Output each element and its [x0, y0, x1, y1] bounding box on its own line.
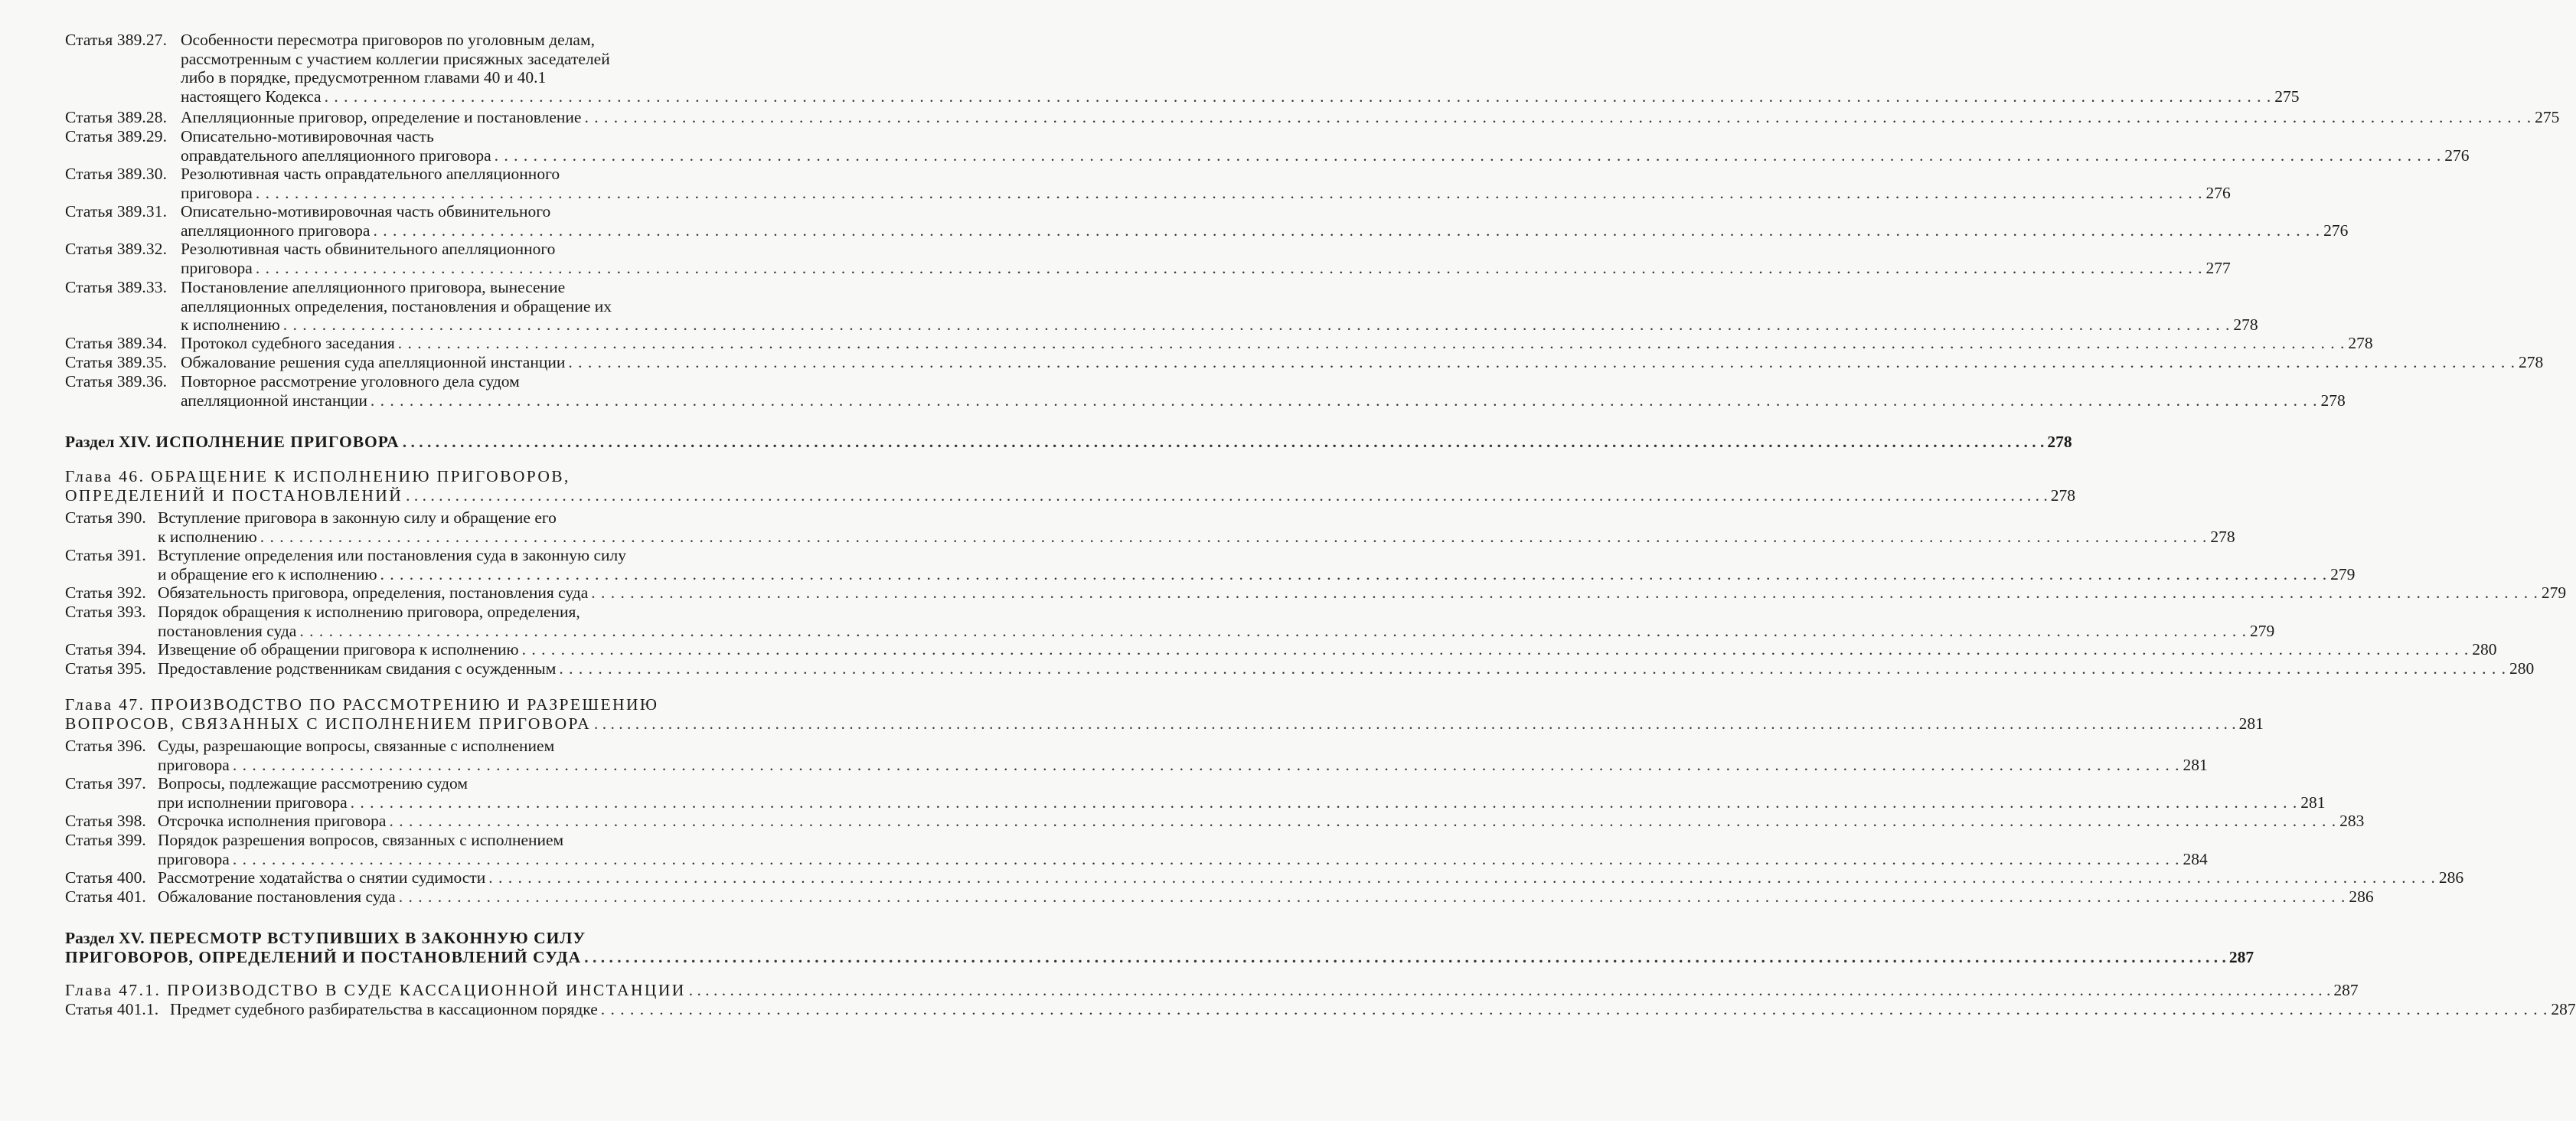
page-number: 278 — [2518, 353, 2544, 371]
title-line: приговора — [158, 755, 230, 774]
article-title — [181, 372, 2346, 410]
section-label: Раздел XIV. — [65, 433, 152, 451]
article-title — [181, 240, 2231, 277]
dot-leader: . . . . . . . . . . . . . . . . . . . . . . . . . . . . . . . . . . . . . . . . . . . . . . . . . . . . . . . . . . . . . . . . . . . . . . . . . . . . . . . . . . . . . . . . . . . . . . . . . . . . . . . . . . . . . . . . . . . . . . . . . . . . . . . . . . . . . . . . . . . . . . . . . . . . . . . . . . . . . . . . . . . . . . . . . . . . . . . . . . . . . . . . . . . . . . . . . . . . . . . . — [299, 621, 2247, 640]
title-line: Вступление приговора в законную силу и обращение его — [158, 508, 557, 527]
article-title — [158, 583, 2567, 603]
article-number: Статья 400. — [65, 868, 146, 887]
page-number: 281 — [2238, 714, 2264, 733]
dot-leader: . . . . . . . . . . . . . . . . . . . . . . . . . . . . . . . . . . . . . . . . . . . . . . . . . . . . . . . . . . . . . . . . . . . . . . . . . . . . . . . . . . . . . . . . . . . . . . . . . . . . . . . . . . . . . . . . . . . . . . . . . . . . . . . . . . . . . . . . . . . . . . . . . . . . . . . . . . . . . . . . . . . . . . . . . . . . . . . . . . . . . . . . . . . . . . . . . . . . . . . . — [494, 145, 2442, 165]
title-line: и обращение его к исполнению — [158, 564, 377, 583]
page-number: 279 — [2330, 564, 2356, 583]
page-number: 276 — [2444, 145, 2470, 165]
article-number: Статья 396. — [65, 737, 146, 755]
article-number: Статья 389.33. — [65, 278, 168, 296]
page-number: 280 — [2472, 640, 2497, 659]
article-number: Статья 401. — [65, 887, 146, 906]
article-number: Статья 394. — [65, 640, 146, 659]
dot-leader: . . . . . . . . . . . . . . . . . . . . . . . . . . . . . . . . . . . . . . . . . . . . . . . . . . . . . . . . . . . . . . . . . . . . . . . . . . . . . . . . . . . . . . . . . . . . . . . . . . . . . . . . . . . . . . . . . . . . . . . . . . . . . . . . . . . . . . . . . . . . . . . . . . . . . . . . . . . . . . . . . . . . . . . . . . . . . . . . . . . . . . . . . . . . . . . . . . . . . . . . — [380, 564, 2328, 583]
article-title — [181, 108, 2560, 127]
article-title — [181, 202, 2349, 240]
chapter-title-line: ОПРЕДЕЛЕНИЙ И ПОСТАНОВЛЕНИЙ — [65, 485, 403, 505]
title-line: Рассмотрение ходатайства о снятии судимости — [158, 868, 486, 887]
dot-leader: . . . . . . . . . . . . . . . . . . . . . . . . . . . . . . . . . . . . . . . . . . . . . . . . . . . . . . . . . . . . . . . . . . . . . . . . . . . . . . . . . . . . . . . . . . . . . . . . . . . . . . . . . . . . . . . . . . . . . . . . . . . . . . . . . . . . . . . . . . . . . . . . . . . . . . . . . . . . . . . . . . . . . . . . . . . . . . . . . . . . . . . . . . . . . . . . . . . . . . . . — [584, 108, 2532, 126]
page-number: 275 — [2274, 87, 2300, 106]
page-number: 286 — [2349, 887, 2374, 906]
title-line: при исполнении приговора — [158, 793, 348, 812]
dot-leader: . . . . . . . . . . . . . . . . . . . . . . . . . . . . . . . . . . . . . . . . . . . . . . . . . . . . . . . . . . . . . . . . . . . . . . . . . . . . . . . . . . . . . . . . . . . . . . . . . . . . . . . . . . . . . . . . . . . . . . . . . . . . . . . . . . . . . . . . . . . . . . . . . . . . . . . . . . . . . . . . . . . . . . . . . . . . . . . . . . . . . . . . . . . . . . . . . . . . . . . . — [282, 315, 2231, 334]
page-number: 287 — [2228, 947, 2254, 966]
page-number: 278 — [2320, 391, 2346, 410]
article-title — [181, 127, 2470, 165]
article-title — [170, 1000, 2576, 1019]
dot-leader: . . . . . . . . . . . . . . . . . . . . . . . . . . . . . . . . . . . . . . . . . . . . . . . . . . . . . . . . . . . . . . . . . . . . . . . . . . . . . . . . . . . . . . . . . . . . . . . . . . . . . . . . . . . . . . . . . . . . . . . . . . . . . . . . . . . . . . . . . . . . . . . . . . . . . . . . . . . . . . . . . . . . . . . . . . . . . . . . . . . . . . . . . . . . . . . . . . . . . . . . — [488, 868, 2436, 887]
article-number: Статья 397. — [65, 774, 146, 793]
toc-entry-section[interactable] — [65, 433, 2072, 452]
dot-leader: . . . . . . . . . . . . . . . . . . . . . . . . . . . . . . . . . . . . . . . . . . . . . . . . . . . . . . . . . . . . . . . . . . . . . . . . . . . . . . . . . . . . . . . . . . . . . . . . . . . . . . . . . . . . . . . . . . . . . . . . . . . . . . . . . . . . . . . . . . . . . . . . . . . . . . . . . . . . . . . . . . . . . . . . . . . . . . . . . . . . . . . . . . . . . . . . . . . . . . . . — [398, 887, 2346, 906]
dot-leader: . . . . . . . . . . . . . . . . . . . . . . . . . . . . . . . . . . . . . . . . . . . . . . . . . . . . . . . . . . . . . . . . . . . . . . . . . . . . . . . . . . . . . . . . . . . . . . . . . . . . . . . . . . . . . . . . . . . . . . . . . . . . . . . . . . . . . . . . . . . . . . . . . . . . . . . . . . . . . . . . . . . . . . . . . . . . . . . . . . . . . . . . . . . . . . . . . . . . . . . . — [370, 391, 2318, 410]
dot-leader: . . . . . . . . . . . . . . . . . . . . . . . . . . . . . . . . . . . . . . . . . . . . . . . . . . . . . . . . . . . . . . . . . . . . . . . . . . . . . . . . . . . . . . . . . . . . . . . . . . . . . . . . . . . . . . . . . . . . . . . . . . . . . . . . . . . . . . . . . . . . . . . . . . . . . . . . . . . . . . . . . . . . . . . . . . . . . . . . . . . . . . . . . . . . . . . . . . . . . . . . — [594, 714, 2236, 733]
title-line: Особенности пересмотра приговоров по уголовным делам, — [181, 31, 595, 49]
article-number: Статья 399. — [65, 831, 146, 849]
dot-leader: . . . . . . . . . . . . . . . . . . . . . . . . . . . . . . . . . . . . . . . . . . . . . . . . . . . . . . . . . . . . . . . . . . . . . . . . . . . . . . . . . . . . . . . . . . . . . . . . . . . . . . . . . . . . . . . . . . . . . . . . . . . . . . . . . . . . . . . . . . . . . . . . . . . . . . . . . . . . . . . . . . . . . . . . . . . . . . . . . . . . . . . . . . . . . . . . . . . . . . . . — [255, 183, 2203, 202]
article-number: Статья 389.34. — [65, 334, 168, 352]
chapter-title-line: ВОПРОСОВ, СВЯЗАННЫХ С ИСПОЛНЕНИЕМ ПРИГОВОРА — [65, 714, 592, 733]
title-line: рассмотренным с участием коллегии присяжных заседателей — [181, 49, 610, 68]
dot-leader: . . . . . . . . . . . . . . . . . . . . . . . . . . . . . . . . . . . . . . . . . . . . . . . . . . . . . . . . . . . . . . . . . . . . . . . . . . . . . . . . . . . . . . . . . . . . . . . . . . . . . . . . . . . . . . . . . . . . . . . . . . . . . . . . . . . . . . . . . . . . . . . . . . . . . . . . . . . . . . . . . . . . . . . . . . . . . . . . . . . . . . . . . . . . . . . . . . . . . . . . — [559, 659, 2506, 678]
title-line: к исполнению — [158, 527, 257, 546]
title-line: оправдательного апелляционного приговора — [181, 145, 491, 165]
title-line: к исполнению — [181, 315, 280, 334]
title-line: приговора — [181, 183, 253, 202]
article-number: Статья 389.30. — [65, 165, 168, 183]
title-line: Суды, разрешающие вопросы, связанные с исполнением — [158, 737, 555, 755]
title-line: Резолютивная часть обвинительного апелляционного — [181, 240, 556, 258]
article-title — [158, 812, 2365, 831]
page-number: 286 — [2438, 868, 2464, 887]
page-number: 278 — [2210, 527, 2235, 546]
article-number: Статья 389.27. — [65, 31, 168, 49]
article-number: Статья 393. — [65, 603, 146, 621]
chapter-label: Глава 47. — [65, 695, 145, 714]
article-title — [158, 831, 2208, 868]
article-number: Статья 395. — [65, 659, 146, 678]
article-title — [158, 659, 2535, 678]
article-number: Статья 389.31. — [65, 202, 168, 221]
title-line: Вопросы, подлежащие рассмотрению судом — [158, 774, 468, 793]
page-number: 280 — [2509, 659, 2535, 678]
dot-leader: . . . . . . . . . . . . . . . . . . . . . . . . . . . . . . . . . . . . . . . . . . . . . . . . . . . . . . . . . . . . . . . . . . . . . . . . . . . . . . . . . . . . . . . . . . . . . . . . . . . . . . . . . . . . . . . . . . . . . . . . . . . . . . . . . . . . . . . . . . . . . . . . . . . . . . . . . . . . . . . . . . . . . . . . . . . . . . . . . . . . . . . . . . . . . . . . . . . . . . . . — [232, 755, 2180, 774]
page-number: 278 — [2233, 315, 2258, 334]
article-number: Статья 389.32. — [65, 240, 168, 258]
title-line: апелляционных определения, постановления и обращение их — [181, 296, 612, 315]
dot-leader: . . . . . . . . . . . . . . . . . . . . . . . . . . . . . . . . . . . . . . . . . . . . . . . . . . . . . . . . . . . . . . . . . . . . . . . . . . . . . . . . . . . . . . . . . . . . . . . . . . . . . . . . . . . . . . . . . . . . . . . . . . . . . . . . . . . . . . . . . . . . . . . . . . . . . . . . . . . . . . . . . . . . . . . . . . . . . . . . . . . . . . . . . . . . . . . . . . . . . . . . — [568, 353, 2516, 371]
title-line: приговора — [181, 258, 253, 277]
dot-leader: . . . . . . . . . . . . . . . . . . . . . . . . . . . . . . . . . . . . . . . . . . . . . . . . . . . . . . . . . . . . . . . . . . . . . . . . . . . . . . . . . . . . . . . . . . . . . . . . . . . . . . . . . . . . . . . . . . . . . . . . . . . . . . . . . . . . . . . . . . . . . . . . . . . . . . . . . . . . . . . . . . . . . . . . . . . . . . . . . . . . . . . . . . . . . . . . . . . . . . . . — [688, 981, 2331, 999]
title-line: приговора — [158, 849, 230, 868]
article-title — [158, 546, 2356, 583]
article-number: Статья 391. — [65, 546, 146, 564]
page-number: 276 — [2323, 221, 2349, 240]
dot-leader: . . . . . . . . . . . . . . . . . . . . . . . . . . . . . . . . . . . . . . . . . . . . . . . . . . . . . . . . . . . . . . . . . . . . . . . . . . . . . . . . . . . . . . . . . . . . . . . . . . . . . . . . . . . . . . . . . . . . . . . . . . . . . . . . . . . . . . . . . . . . . . . . . . . . . . . . . . . . . . . . . . . . . . . . . . . . . . . . . . . . . . . . . . . . . . . . . . . . . . . . — [397, 334, 2346, 352]
toc-entry-section[interactable] — [65, 929, 2254, 966]
article-number: Статья 392. — [65, 583, 146, 602]
article-title — [158, 887, 2374, 907]
page-number: 281 — [2183, 755, 2208, 774]
chapter-title-line: ПРОИЗВОДСТВО В СУДЕ КАССАЦИОННОЙ ИНСТАНЦИИ — [167, 981, 686, 999]
chapter-title-line: ОБРАЩЕНИЕ К ИСПОЛНЕНИЮ ПРИГОВОРОВ, — [151, 467, 570, 485]
chapter-title-line: ПРОИЗВОДСТВО ПО РАССМОТРЕНИЮ И РАЗРЕШЕНИЮ — [151, 695, 659, 714]
page-number: 287 — [2551, 1000, 2576, 1018]
page-number: 275 — [2535, 108, 2560, 126]
page-number: 278 — [2047, 433, 2072, 451]
article-title — [181, 278, 2258, 335]
section-title-line: ИСПОЛНЕНИЕ ПРИГОВОРА — [155, 433, 400, 451]
chapter-label: Глава 47.1. — [65, 981, 162, 999]
title-line: Предоставление родственникам свидания с осужденным — [158, 659, 557, 678]
dot-leader: . . . . . . . . . . . . . . . . . . . . . . . . . . . . . . . . . . . . . . . . . . . . . . . . . . . . . . . . . . . . . . . . . . . . . . . . . . . . . . . . . . . . . . . . . . . . . . . . . . . . . . . . . . . . . . . . . . . . . . . . . . . . . . . . . . . . . . . . . . . . . . . . . . . . . . . . . . . . . . . . . . . . . . . . . . . . . . . . . . . . . . . . . . . . . . . . . . . . . . . . — [406, 485, 2048, 505]
title-line: Извещение об обращении приговора к исполнению — [158, 640, 519, 659]
article-number: Статья 398. — [65, 812, 146, 830]
article-title — [181, 31, 2300, 106]
article-number: Статья 389.28. — [65, 108, 168, 126]
article-title — [158, 603, 2275, 640]
dot-leader: . . . . . . . . . . . . . . . . . . . . . . . . . . . . . . . . . . . . . . . . . . . . . . . . . . . . . . . . . . . . . . . . . . . . . . . . . . . . . . . . . . . . . . . . . . . . . . . . . . . . . . . . . . . . . . . . . . . . . . . . . . . . . . . . . . . . . . . . . . . . . . . . . . . . . . . . . . . . . . . . . . . . . . . . . . . . . . . . . . . . . . . . . . . . . . . . . . . . . . . . — [584, 947, 2226, 966]
toc-entry-chapter[interactable] — [65, 695, 2264, 733]
title-line: Постановление апелляционного приговора, вынесение — [181, 278, 566, 296]
title-line: апелляционного приговора — [181, 221, 371, 240]
article-number: Статья 401.1. — [65, 1000, 159, 1018]
article-number: Статья 389.29. — [65, 127, 168, 145]
article-title — [158, 774, 2326, 812]
dot-leader: . . . . . . . . . . . . . . . . . . . . . . . . . . . . . . . . . . . . . . . . . . . . . . . . . . . . . . . . . . . . . . . . . . . . . . . . . . . . . . . . . . . . . . . . . . . . . . . . . . . . . . . . . . . . . . . . . . . . . . . . . . . . . . . . . . . . . . . . . . . . . . . . . . . . . . . . . . . . . . . . . . . . . . . . . . . . . . . . . . . . . . . . . . . . . . . . . . . . . . . . — [402, 433, 2045, 451]
page-number: 278 — [2050, 485, 2076, 505]
article-title — [158, 868, 2464, 887]
title-line: Обжалование постановления суда — [158, 887, 396, 906]
page-number: 284 — [2183, 849, 2208, 868]
article-number: Статья 389.35. — [65, 353, 168, 371]
title-line: либо в порядке, предусмотренном главами 40 и 40.1 — [181, 68, 547, 87]
title-line: настоящего Кодекса — [181, 87, 322, 106]
page-number: 277 — [2205, 258, 2231, 277]
title-line: Порядок обращения к исполнению приговора, определения, — [158, 603, 580, 621]
title-line: Протокол судебного заседания — [181, 334, 395, 352]
dot-leader: . . . . . . . . . . . . . . . . . . . . . . . . . . . . . . . . . . . . . . . . . . . . . . . . . . . . . . . . . . . . . . . . . . . . . . . . . . . . . . . . . . . . . . . . . . . . . . . . . . . . . . . . . . . . . . . . . . . . . . . . . . . . . . . . . . . . . . . . . . . . . . . . . . . . . . . . . . . . . . . . . . . . . . . . . . . . . . . . . . . . . . . . . . . . . . . . . . . . . . . . — [324, 87, 2272, 106]
title-line: Порядок разрешения вопросов, связанных с исполнением — [158, 831, 564, 849]
dot-leader: . . . . . . . . . . . . . . . . . . . . . . . . . . . . . . . . . . . . . . . . . . . . . . . . . . . . . . . . . . . . . . . . . . . . . . . . . . . . . . . . . . . . . . . . . . . . . . . . . . . . . . . . . . . . . . . . . . . . . . . . . . . . . . . . . . . . . . . . . . . . . . . . . . . . . . . . . . . . . . . . . . . . . . . . . . . . . . . . . . . . . . . . . . . . . . . . . . . . . . . . — [600, 1000, 2548, 1018]
article-title — [181, 334, 2373, 353]
section-label: Раздел XV. — [65, 929, 145, 947]
title-line: Резолютивная часть оправдательного апелляционного — [181, 165, 560, 183]
page-number: 279 — [2541, 583, 2567, 602]
dot-leader: . . . . . . . . . . . . . . . . . . . . . . . . . . . . . . . . . . . . . . . . . . . . . . . . . . . . . . . . . . . . . . . . . . . . . . . . . . . . . . . . . . . . . . . . . . . . . . . . . . . . . . . . . . . . . . . . . . . . . . . . . . . . . . . . . . . . . . . . . . . . . . . . . . . . . . . . . . . . . . . . . . . . . . . . . . . . . . . . . . . . . . . . . . . . . . . . . . . . . . . . — [232, 849, 2180, 868]
title-line: апелляционной инстанции — [181, 391, 367, 410]
dot-leader: . . . . . . . . . . . . . . . . . . . . . . . . . . . . . . . . . . . . . . . . . . . . . . . . . . . . . . . . . . . . . . . . . . . . . . . . . . . . . . . . . . . . . . . . . . . . . . . . . . . . . . . . . . . . . . . . . . . . . . . . . . . . . . . . . . . . . . . . . . . . . . . . . . . . . . . . . . . . . . . . . . . . . . . . . . . . . . . . . . . . . . . . . . . . . . . . . . . . . . . . — [255, 258, 2203, 277]
dot-leader: . . . . . . . . . . . . . . . . . . . . . . . . . . . . . . . . . . . . . . . . . . . . . . . . . . . . . . . . . . . . . . . . . . . . . . . . . . . . . . . . . . . . . . . . . . . . . . . . . . . . . . . . . . . . . . . . . . . . . . . . . . . . . . . . . . . . . . . . . . . . . . . . . . . . . . . . . . . . . . . . . . . . . . . . . . . . . . . . . . . . . . . . . . . . . . . . . . . . . . . . — [373, 221, 2321, 240]
title-line: Отсрочка исполнения приговора — [158, 812, 387, 830]
section-title-line: ПЕРЕСМОТР ВСТУПИВШИХ В ЗАКОННУЮ СИЛУ — [149, 929, 586, 947]
article-title — [158, 640, 2497, 659]
page-number: 287 — [2333, 981, 2359, 999]
dot-leader: . . . . . . . . . . . . . . . . . . . . . . . . . . . . . . . . . . . . . . . . . . . . . . . . . . . . . . . . . . . . . . . . . . . . . . . . . . . . . . . . . . . . . . . . . . . . . . . . . . . . . . . . . . . . . . . . . . . . . . . . . . . . . . . . . . . . . . . . . . . . . . . . . . . . . . . . . . . . . . . . . . . . . . . . . . . . . . . . . . . . . . . . . . . . . . . . . . . . . . . . — [591, 583, 2538, 602]
section-title-line: ПРИГОВОРОВ, ОПРЕДЕЛЕНИЙ И ПОСТАНОВЛЕНИЙ СУДА — [65, 947, 582, 966]
dot-leader: . . . . . . . . . . . . . . . . . . . . . . . . . . . . . . . . . . . . . . . . . . . . . . . . . . . . . . . . . . . . . . . . . . . . . . . . . . . . . . . . . . . . . . . . . . . . . . . . . . . . . . . . . . . . . . . . . . . . . . . . . . . . . . . . . . . . . . . . . . . . . . . . . . . . . . . . . . . . . . . . . . . . . . . . . . . . . . . . . . . . . . . . . . . . . . . . . . . . . . . . — [260, 527, 2208, 546]
article-title — [181, 165, 2231, 202]
toc-entry-chapter[interactable] — [65, 467, 2076, 505]
dot-leader: . . . . . . . . . . . . . . . . . . . . . . . . . . . . . . . . . . . . . . . . . . . . . . . . . . . . . . . . . . . . . . . . . . . . . . . . . . . . . . . . . . . . . . . . . . . . . . . . . . . . . . . . . . . . . . . . . . . . . . . . . . . . . . . . . . . . . . . . . . . . . . . . . . . . . . . . . . . . . . . . . . . . . . . . . . . . . . . . . . . . . . . . . . . . . . . . . . . . . . . . — [350, 793, 2298, 812]
title-line: постановления суда — [158, 621, 297, 640]
page-number: 283 — [2339, 812, 2365, 830]
title-line: Вступление определения или постановления суда в законную силу — [158, 546, 626, 564]
title-line: Описательно-мотивировочная часть — [181, 127, 434, 145]
page-number: 276 — [2205, 183, 2231, 202]
title-line: Предмет судебного разбирательства в кассационном порядке — [170, 1000, 598, 1018]
title-line: Обязательность приговора, определения, постановления суда — [158, 583, 589, 602]
chapter-label: Глава 46. — [65, 467, 145, 485]
article-title — [181, 353, 2544, 372]
article-title — [158, 737, 2208, 774]
page-number: 278 — [2348, 334, 2373, 352]
toc-entry-chapter[interactable] — [65, 981, 2359, 1000]
title-line: Описательно-мотивировочная часть обвинительного — [181, 202, 551, 221]
title-line: Обжалование решения суда апелляционной инстанции — [181, 353, 566, 371]
dot-leader: . . . . . . . . . . . . . . . . . . . . . . . . . . . . . . . . . . . . . . . . . . . . . . . . . . . . . . . . . . . . . . . . . . . . . . . . . . . . . . . . . . . . . . . . . . . . . . . . . . . . . . . . . . . . . . . . . . . . . . . . . . . . . . . . . . . . . . . . . . . . . . . . . . . . . . . . . . . . . . . . . . . . . . . . . . . . . . . . . . . . . . . . . . . . . . . . . . . . . . . . — [389, 812, 2337, 830]
article-title — [158, 508, 2235, 546]
title-line: Повторное рассмотрение уголовного дела судом — [181, 372, 520, 391]
article-number: Статья 390. — [65, 508, 146, 527]
article-number: Статья 389.36. — [65, 372, 168, 391]
title-line: Апелляционные приговор, определение и постановление — [181, 108, 582, 126]
page-number: 279 — [2249, 621, 2275, 640]
page-number: 281 — [2300, 793, 2326, 812]
dot-leader: . . . . . . . . . . . . . . . . . . . . . . . . . . . . . . . . . . . . . . . . . . . . . . . . . . . . . . . . . . . . . . . . . . . . . . . . . . . . . . . . . . . . . . . . . . . . . . . . . . . . . . . . . . . . . . . . . . . . . . . . . . . . . . . . . . . . . . . . . . . . . . . . . . . . . . . . . . . . . . . . . . . . . . . . . . . . . . . . . . . . . . . . . . . . . . . . . . . . . . . . — [521, 640, 2470, 659]
